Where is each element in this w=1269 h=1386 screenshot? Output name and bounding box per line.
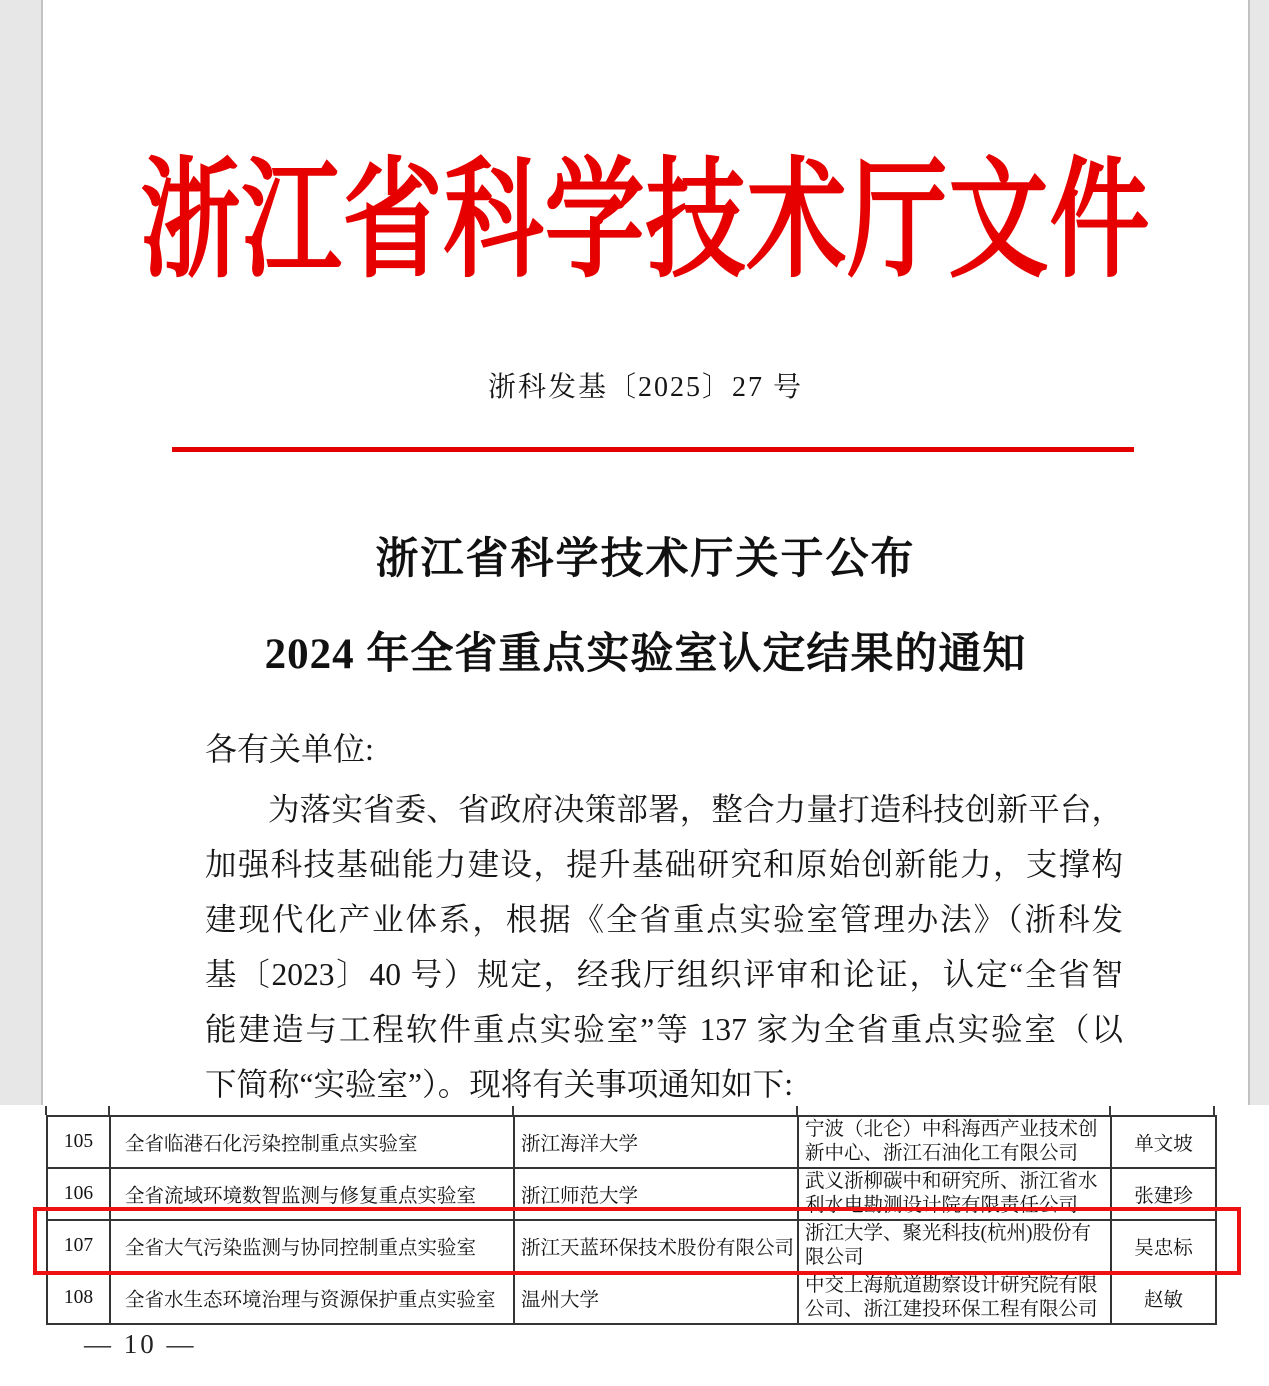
director-cell: 赵敏	[1111, 1272, 1216, 1324]
lab-name-cell: 全省临港石化污染控制重点实验室	[110, 1116, 514, 1168]
body-line: 加强科技基础能力建设，提升基础研究和原始创新能力，支撑构	[205, 847, 1123, 882]
lab-table-body	[47, 1116, 1216, 1324]
partners-cell: 浙江大学、聚光科技(杭州)股份有限公司	[798, 1220, 1111, 1272]
table-cut-stub	[1213, 1106, 1215, 1115]
row-number-cell: 106	[47, 1168, 110, 1220]
table-row	[47, 1272, 1216, 1324]
page-edge-left	[0, 0, 43, 1105]
body-line: 为落实省委、省政府决策部署，整合力量打造科技创新平台，	[268, 792, 1123, 827]
institution-cell: 浙江师范大学	[514, 1168, 798, 1220]
director-cell: 张建珍	[1111, 1168, 1216, 1220]
institution-cell: 温州大学	[514, 1272, 798, 1324]
lab-name-cell: 全省流域环境数智监测与修复重点实验室	[110, 1168, 514, 1220]
table-row	[47, 1116, 1216, 1168]
body-line: 能建造与工程软件重点实验室”等 137 家为全省重点实验室（以	[205, 1012, 1123, 1047]
notice-title-line1: 浙江省科学技术厅关于公布	[375, 536, 916, 583]
page-number: — 10 —	[84, 1329, 197, 1359]
document-number: 浙科发基〔2025〕27 号	[487, 372, 803, 403]
letterhead-title	[43, 143, 1248, 294]
director-cell: 单文坡	[1111, 1116, 1216, 1168]
table-cut-stub	[796, 1106, 798, 1115]
key-laboratory-table	[46, 1115, 1217, 1325]
letterhead-title-text: 浙江省科学技术厅文件	[140, 149, 1151, 294]
partners-cell: 武义浙柳碳中和研究所、浙江省水利水电勘测设计院有限责任公司	[798, 1168, 1111, 1220]
institution-cell: 浙江天蓝环保技术股份有限公司	[514, 1220, 798, 1272]
table-cut-stub	[108, 1106, 110, 1115]
row-number-cell: 108	[47, 1272, 110, 1324]
body-line: 下简称“实验室”）。现将有关事项通知如下:	[205, 1067, 793, 1102]
notice-title-line2: 2024 年全省重点实验室认定结果的通知	[264, 631, 1027, 678]
row-number-cell: 105	[47, 1116, 110, 1168]
table-cut-stub	[512, 1106, 514, 1115]
table-cut-stub	[1109, 1106, 1111, 1115]
row-number-cell: 107	[47, 1220, 110, 1272]
partners-cell: 中交上海航道勘察设计研究院有限公司、浙江建投环保工程有限公司	[798, 1272, 1111, 1324]
body-paragraph	[205, 782, 1123, 1112]
institution-cell: 浙江海洋大学	[514, 1116, 798, 1168]
partners-cell: 宁波（北仑）中科海西产业技术创新中心、浙江石油化工有限公司	[798, 1116, 1111, 1168]
salutation: 各有关单位:	[205, 731, 374, 767]
table-row	[47, 1168, 1216, 1220]
lab-name-cell: 全省水生态环境治理与资源保护重点实验室	[110, 1272, 514, 1324]
body-line: 基〔2023〕40 号）规定，经我厅组织评审和论证，认定“全省智	[205, 957, 1123, 992]
director-cell: 吴忠标	[1111, 1220, 1216, 1272]
red-separator-line	[172, 447, 1134, 452]
body-line: 建现代化产业体系，根据《全省重点实验室管理办法》（浙科发	[205, 902, 1123, 937]
page-edge-right	[1248, 0, 1269, 1105]
lab-name-cell: 全省大气污染监测与协同控制重点实验室	[110, 1220, 514, 1272]
table-cut-stub	[45, 1106, 47, 1115]
table-row-highlighted	[47, 1220, 1216, 1272]
